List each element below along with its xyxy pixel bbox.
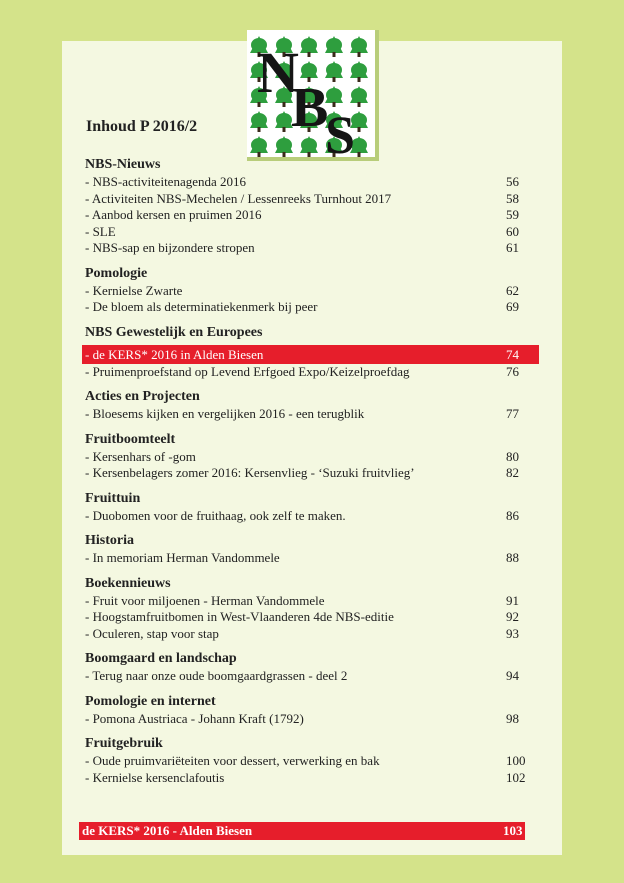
toc-entry[interactable] [85, 406, 520, 423]
toc-section [85, 735, 526, 786]
toc-entry[interactable] [85, 364, 520, 381]
entry-title: - Pruimenproefstand op Levend Erfgoed Expo/Keizelproefdag [85, 363, 410, 379]
section-title: Acties en Projecten [85, 389, 200, 404]
entry-page-number: 69 [506, 299, 519, 314]
entry-title: - Kersenhars of -gom [85, 448, 196, 464]
toc-entry[interactable] [85, 626, 520, 643]
entry-page-number: 61 [506, 240, 519, 255]
entry-page-number: 98 [506, 710, 519, 726]
entry-title: - Terug naar onze oude boomgaardgrassen - deel 2 [85, 668, 348, 683]
tree-icon [300, 36, 318, 57]
nbs-logo [247, 30, 379, 161]
section-title: Boekennieuws [85, 575, 171, 591]
section-title: Boomgaard en landschap [85, 651, 237, 666]
tree-icon [350, 86, 368, 107]
toc-entry[interactable] [85, 449, 520, 466]
entry-page-number: 76 [506, 363, 519, 379]
entry-title: - Pomona Austriaca - Johann Kraft (1792) [85, 710, 304, 726]
toc-entry[interactable] [85, 224, 520, 241]
section-title: NBS-Nieuws [85, 157, 161, 172]
toc-section [85, 388, 520, 423]
toc-entry[interactable] [85, 283, 520, 300]
entry-page-number: 58 [506, 190, 519, 206]
toc-entry[interactable] [85, 753, 526, 770]
entry-page-number: 92 [506, 609, 519, 624]
entry-title: - Duobomen voor de fruithaag, ook zelf te maken. [85, 507, 346, 523]
logo-letter-b: B [291, 77, 329, 139]
tree-icon [325, 36, 343, 57]
footer-banner [79, 822, 525, 840]
toc-entry[interactable] [85, 769, 526, 787]
toc-section [85, 490, 520, 525]
section-title: Fruitgebruik [85, 736, 163, 751]
toc-entry[interactable] [85, 609, 520, 626]
entry-title: - In memoriam Herman Vandommele [85, 550, 280, 565]
footer-page-number: 103 [503, 823, 523, 838]
entry-page-number: 82 [506, 465, 519, 480]
entry-page-number: 86 [506, 507, 519, 523]
entry-title: - Bloesems kijken en vergelijken 2016 - een terugblik [85, 406, 365, 421]
entry-title: - Oculeren, stap voor stap [85, 625, 219, 641]
toc-entry[interactable] [85, 299, 520, 316]
toc-section [85, 575, 520, 643]
tree-icon [275, 136, 293, 157]
section-title: Pomologie [85, 265, 148, 281]
entry-page-number: 59 [506, 207, 519, 222]
entry-page-number: 74 [506, 346, 519, 362]
section-title: NBS Gewestelijk en Europees [85, 324, 263, 340]
entry-title: - Kernielse kersenclafoutis [85, 769, 225, 785]
section-title: Fruitboomteelt [85, 431, 176, 447]
entry-title: - Kersenbelagers zomer 2016: Kersenvlieg - ‘Suzuki fruitvlieg’ [85, 465, 415, 480]
entry-title: - Activiteiten NBS-Mechelen / Lessenreeks Turnhout 2017 [85, 190, 392, 206]
section-title: Historia [85, 533, 134, 548]
entry-page-number: 60 [506, 223, 519, 239]
logo-letter-n: N [257, 40, 299, 105]
tree-icon [250, 136, 268, 157]
toc-entry[interactable] [85, 593, 520, 610]
section-title: Fruittuin [85, 490, 141, 506]
entry-title: - Aanbod kersen en pruimen 2016 [85, 207, 262, 222]
tree-icon [300, 136, 318, 157]
entry-title: - NBS-sap en bijzondere stropen [85, 240, 255, 255]
toc-entry[interactable] [85, 465, 520, 482]
entry-page-number: 100 [506, 753, 526, 768]
toc-section [85, 156, 520, 257]
entry-title: - SLE [85, 223, 116, 239]
tree-icon [350, 36, 368, 57]
section-title: Pomologie en internet [85, 693, 216, 709]
toc-entry[interactable] [85, 240, 520, 257]
entry-title: - Oude pruimvariëteiten voor dessert, verwerking en bak [85, 753, 380, 768]
toc-section [85, 650, 520, 685]
entry-page-number: 93 [506, 625, 519, 641]
tree-icon [250, 111, 268, 132]
toc-entry[interactable] [85, 508, 520, 525]
entry-page-number: 62 [506, 282, 519, 298]
entry-title: - NBS-activiteitenagenda 2016 [85, 174, 247, 189]
toc-section [85, 324, 520, 381]
entry-page-number: 56 [506, 174, 519, 189]
entry-title: - de KERS* 2016 in Alden Biesen [85, 346, 264, 362]
footer-text: de KERS* 2016 - Alden Biesen [82, 823, 253, 838]
entry-title: - Fruit voor miljoenen - Herman Vandommele [85, 592, 325, 608]
toc-section [85, 532, 520, 567]
entry-page-number: 91 [506, 592, 519, 608]
entry-title: - Hoogstamfruitbomen in West-Vlaanderen 4de NBS-editie [85, 609, 394, 624]
toc-entry[interactable] [85, 207, 520, 224]
toc-entry[interactable] [85, 191, 520, 208]
entry-page-number: 77 [506, 406, 519, 421]
toc-section [85, 431, 520, 482]
entry-title: - Kernielse Zwarte [85, 282, 183, 298]
toc-section [85, 693, 520, 728]
logo-letter-s: S [325, 105, 356, 157]
entry-page-number: 80 [506, 448, 519, 464]
toc-entry[interactable] [85, 668, 520, 685]
page-title: Inhoud P 2016/2 [86, 118, 198, 135]
entry-page-number: 88 [506, 550, 519, 565]
table-of-contents [85, 156, 526, 794]
toc-section [85, 265, 520, 316]
entry-page-number: 94 [506, 668, 519, 683]
toc-entry[interactable] [85, 550, 520, 567]
highlighted-toc-entry[interactable] [82, 345, 539, 364]
toc-entry[interactable] [85, 174, 520, 191]
toc-entry[interactable] [85, 711, 520, 728]
tree-icon [350, 61, 368, 82]
entry-title: - De bloem als determinatiekenmerk bij peer [85, 299, 318, 314]
entry-page-number: 102 [506, 769, 526, 785]
